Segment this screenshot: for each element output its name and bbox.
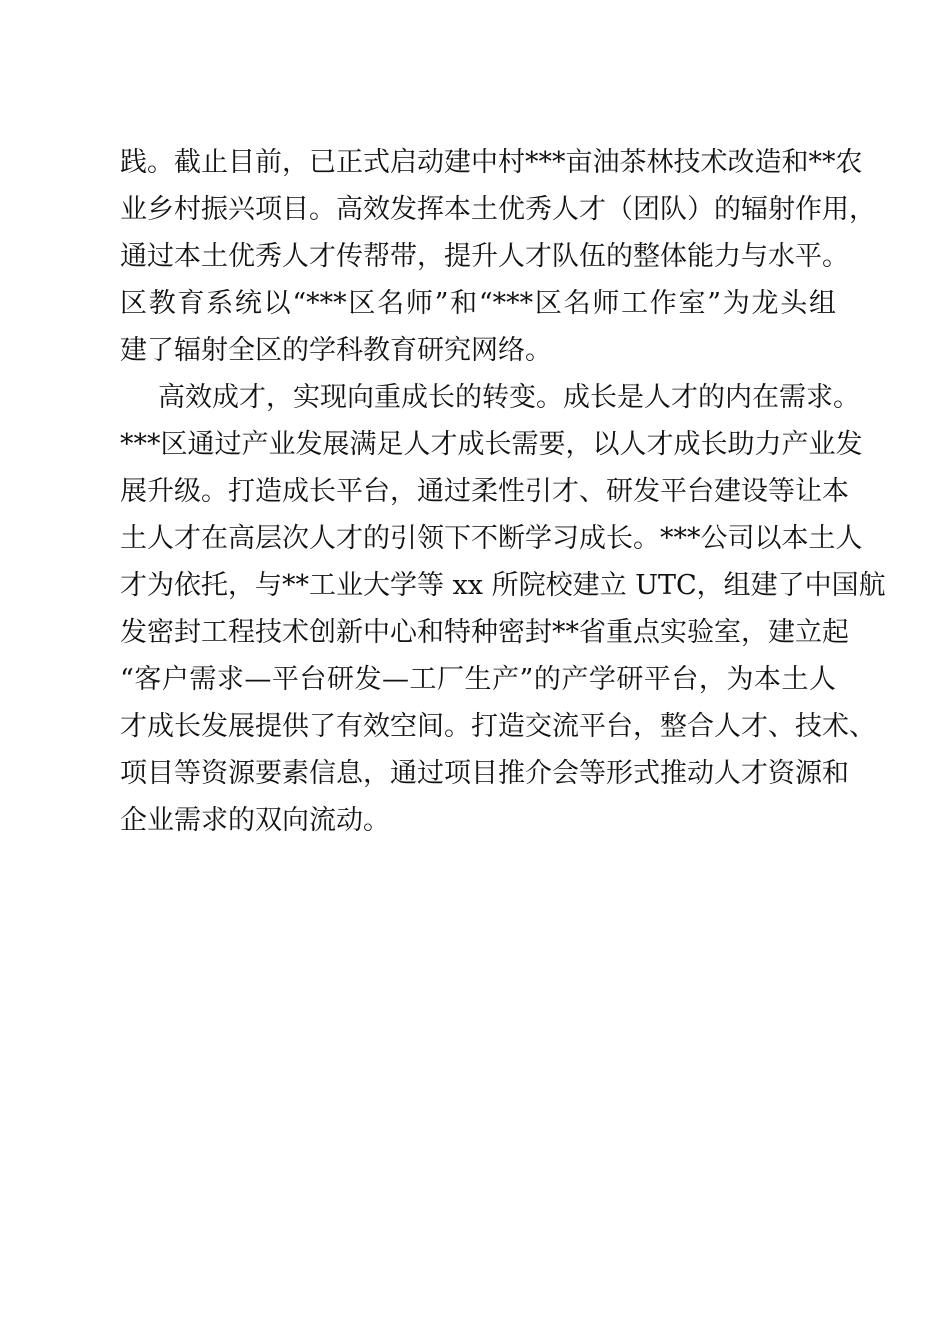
body-line-8: 展升级。打造成长平台，通过柔性引才、研发平台建设等让本 (120, 476, 849, 507)
body-line-11: 发密封工程技术创新中心和特种密封**省重点实验室，建立起 (120, 617, 849, 648)
body-line-15: 企业需求的双向流动。 (120, 805, 390, 836)
body-line-7: ***区通过产业发展满足人才成长需要，以人才成长助力产业发 (120, 429, 863, 460)
body-line-14: 项目等资源要素信息，通过项目推介会等形式推动人才资源和 (120, 758, 849, 789)
body-line-13: 才成长发展提供了有效空间。打造交流平台，整合人才、技术、 (120, 711, 876, 742)
body-line-1: 践。截止目前，已正式启动建中村***亩油茶林技术改造和**农 (120, 147, 863, 178)
body-line-12: “客户需求—平台研发—工厂生产”的产学研平台，为本土人 (120, 664, 836, 695)
body-line-3: 通过本土优秀人才传帮带，提升人才队伍的整体能力与水平。 (120, 241, 849, 272)
body-line-6: 高效成才，实现向重成长的转变。成长是人才的内在需求。 (158, 382, 860, 413)
body-line-4: 区教育系统以“***区名师”和“***区名师工作室”为龙头组 (120, 288, 836, 319)
body-line-10: 才为依托，与**工业大学等 xx 所院校建立 UTC，组建了中国航 (120, 570, 886, 601)
body-line-5: 建了辐射全区的学科教育研究网络。 (120, 335, 552, 366)
body-line-2: 业乡村振兴项目。高效发挥本土优秀人才（团队）的辐射作用， (120, 194, 876, 225)
body-line-9: 土人才在高层次人才的引领下不断学习成长。***公司以本土人 (120, 523, 863, 554)
